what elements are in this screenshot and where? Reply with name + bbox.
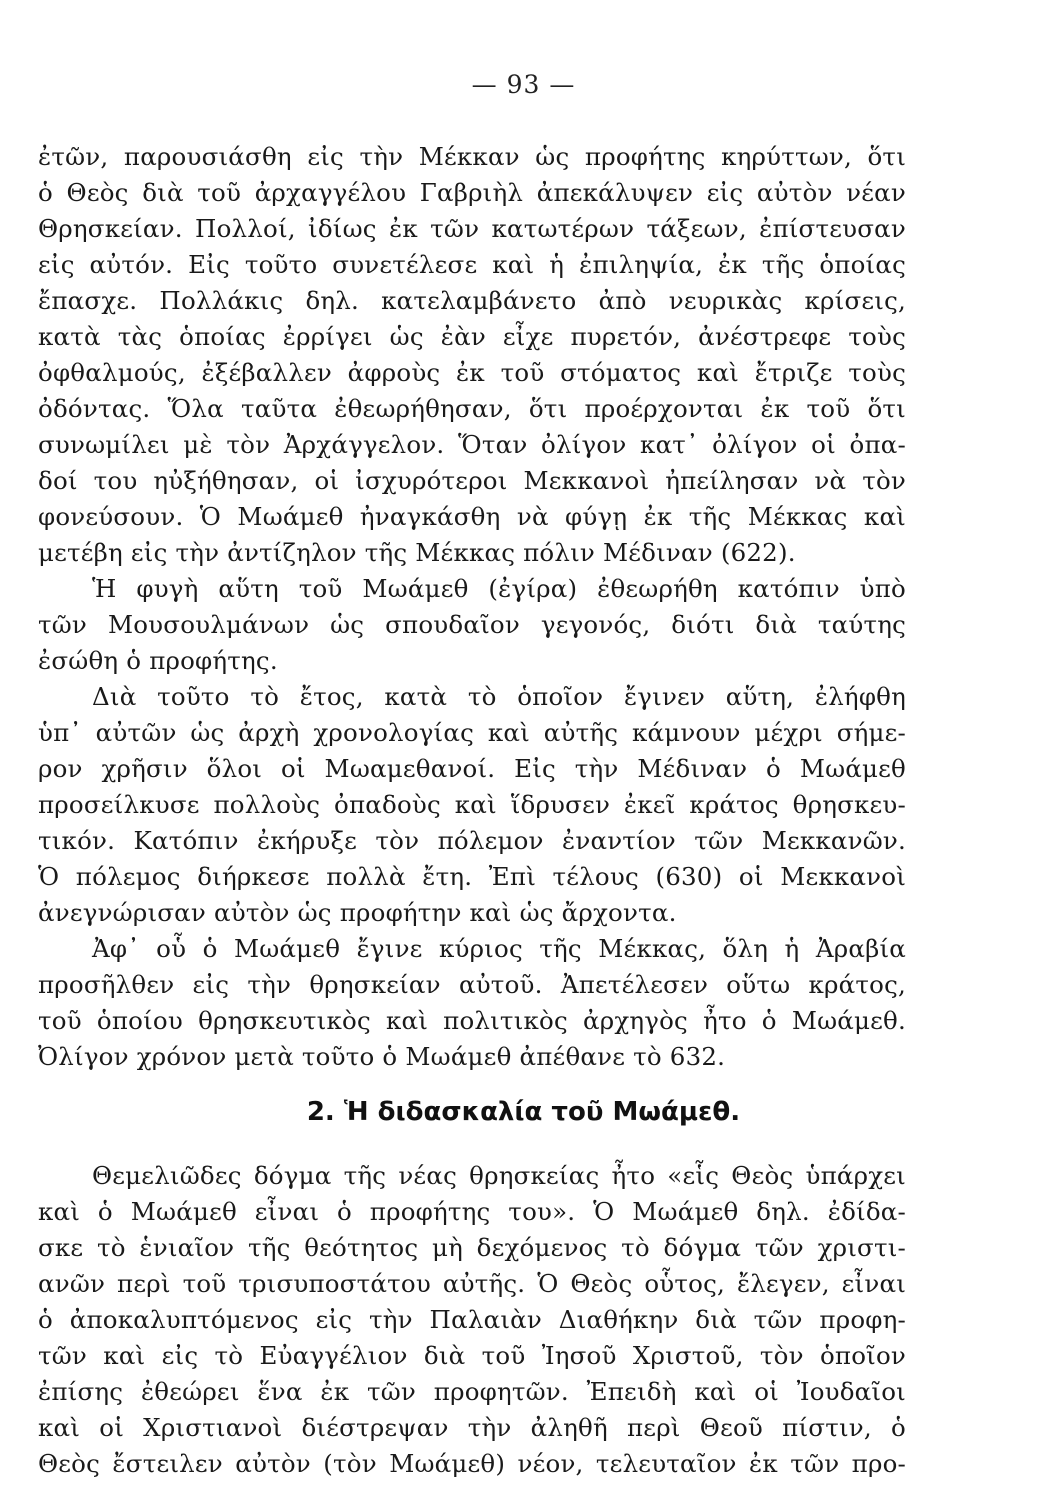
text-line: ανῶν περὶ τοῦ τρισυποστάτου αὐτῆς. Ὁ Θεὸς οὗτος, ἔλεγεν, εἶναι: [38, 1269, 906, 1298]
text-line: Ὀλίγον χρόνον μετὰ τοῦτο ὁ Μωάμεθ ἀπέθανε τὸ 632.: [38, 1042, 726, 1071]
text-line: τικόν. Κατόπιν ἐκήρυξε τὸν πόλεμον ἐναντίον τῶν Μεκκανῶν.: [38, 826, 906, 855]
paragraph-first-line: Διὰ τοῦτο τὸ ἔτος, κατὰ τὸ ὁποῖον ἔγινεν αὕτη, ἐλήφθη: [92, 682, 906, 711]
text-line: σκε τὸ ἑνιαῖον τῆς θεότητος μὴ δεχόμενος τὸ δόγμα τῶν χριστι-: [38, 1233, 906, 1262]
text-line: καὶ οἱ Χριστιανοὶ διέστρεψαν τὴν ἀληθῆ περὶ Θεοῦ πίστιν, ὁ: [38, 1413, 906, 1442]
text-line: ρον χρῆσιν ὅλοι οἱ Μωαμεθανοί. Εἰς τὴν Μέδιναν ὁ Μωάμεθ: [38, 754, 906, 783]
paragraph-first-line: Ἡ φυγὴ αὕτη τοῦ Μωάμεθ (ἐγίρα) ἐθεωρήθη κατόπιν ὑπὸ: [92, 574, 906, 603]
text-line: ὁ ἀποκαλυπτόμενος εἰς τὴν Παλαιὰν Διαθήκην διὰ τῶν προφη-: [38, 1305, 906, 1334]
text-line: προσείλκυσε πολλοὺς ὀπαδοὺς καὶ ἵδρυσεν ἐκεῖ κράτος θρησκευ-: [38, 790, 906, 819]
text-line: τῶν καὶ εἰς τὸ Εὐαγγέλιον διὰ τοῦ Ἰησοῦ Χριστοῦ, τὸν ὁποῖον: [38, 1341, 906, 1370]
text-line: ἐσώθη ὁ προφήτης.: [38, 646, 278, 675]
text-line: τῶν Μουσουλμάνων ὡς σπουδαῖον γεγονός, διότι διὰ ταύτης: [38, 610, 906, 639]
text-line: εἰς αὐτόν. Εἰς τοῦτο συνετέλεσε καὶ ἡ ἐπιληψία, ἐκ τῆς ὁποίας: [38, 250, 906, 279]
text-line: φονεύσουν. Ὁ Μωάμεθ ἠναγκάσθη νὰ φύγῃ ἐκ τῆς Μέκκας καὶ: [38, 502, 906, 531]
text-line: Θεὸς ἔστειλεν αὐτὸν (τὸν Μωάμεθ) νέον, τελευταῖον ἐκ τῶν προ-: [38, 1449, 906, 1478]
text-line: ἔπασχε. Πολλάκις δηλ. κατελαμβάνετο ἀπὸ νευρικὰς κρίσεις,: [38, 286, 906, 315]
paragraph-first-line: Ἀφ᾽ οὗ ὁ Μωάμεθ ἔγινε κύριος τῆς Μέκκας, ὅλη ἡ Ἀραβία: [92, 934, 906, 963]
section-heading: 2. Ἡ διδασκαλία τοῦ Μωάμεθ.: [306, 1097, 741, 1127]
text-line: ὑπ᾽ αὐτῶν ὡς ἀρχὴ χρονολογίας καὶ αὐτῆς κάμνουν μέχρι σήμε-: [38, 718, 906, 747]
text-line: ἐτῶν, παρουσιάσθη εἰς τὴν Μέκκαν ὡς προφήτης κηρύττων, ὅτι: [38, 142, 906, 171]
text-line: ἀνεγνώρισαν αὐτὸν ὡς προφήτην καὶ ὡς ἄρχοντα.: [38, 898, 677, 927]
page-number: — 93 —: [471, 70, 576, 99]
text-line: προσῆλθεν εἰς τὴν θρησκείαν αὐτοῦ. Ἀπετέλεσεν οὕτω κράτος,: [38, 970, 906, 999]
text-line: Θρησκείαν. Πολλοί, ἰδίως ἐκ τῶν κατωτέρων τάξεων, ἐπίστευσαν: [38, 214, 906, 243]
paragraph-first-line: Θεμελιῶδες δόγμα τῆς νέας θρησκείας ἦτο «εἷς Θεὸς ὑπάρχει: [92, 1161, 906, 1190]
text-line: ὀφθαλμούς, ἐξέβαλλεν ἀφροὺς ἐκ τοῦ στόματος καὶ ἔτριζε τοὺς: [38, 358, 906, 387]
text-line: δοί του ηὐξήθησαν, οἱ ἰσχυρότεροι Μεκκανοὶ ἠπείλησαν νὰ τὸν: [38, 466, 906, 495]
text-line: Ὁ πόλεμος διήρκεσε πολλὰ ἔτη. Ἐπὶ τέλους (630) οἱ Μεκκανοὶ: [38, 862, 906, 891]
text-line: ἐπίσης ἐθεώρει ἕνα ἐκ τῶν προφητῶν. Ἐπειδὴ καὶ οἱ Ἰουδαῖοι: [38, 1377, 906, 1406]
text-line: ὁ Θεὸς διὰ τοῦ ἀρχαγγέλου Γαβριὴλ ἀπεκάλυψεν εἰς αὐτὸν νέαν: [38, 178, 906, 207]
text-line: τοῦ ὁποίου θρησκευτικὸς καὶ πολιτικὸς ἀρχηγὸς ἦτο ὁ Μωάμεθ.: [38, 1006, 906, 1035]
text-line: μετέβη εἰς τὴν ἀντίζηλον τῆς Μέκκας πόλιν Μέδιναν (622).: [38, 538, 796, 567]
text-line: ὀδόντας. Ὅλα ταῦτα ἐθεωρήθησαν, ὅτι προέρχονται ἐκ τοῦ ὅτι: [38, 394, 906, 423]
text-line: συνωμίλει μὲ τὸν Ἀρχάγγελον. Ὅταν ὀλίγον κατ᾽ ὀλίγον οἱ ὀπα-: [38, 430, 906, 459]
text-line: κατὰ τὰς ὁποίας ἐρρίγει ὡς ἐὰν εἶχε πυρετόν, ἀνέστρεφε τοὺς: [38, 322, 906, 351]
text-line: καὶ ὁ Μωάμεθ εἶναι ὁ προφήτης του». Ὁ Μωάμεθ δηλ. ἐδίδα-: [38, 1197, 906, 1226]
